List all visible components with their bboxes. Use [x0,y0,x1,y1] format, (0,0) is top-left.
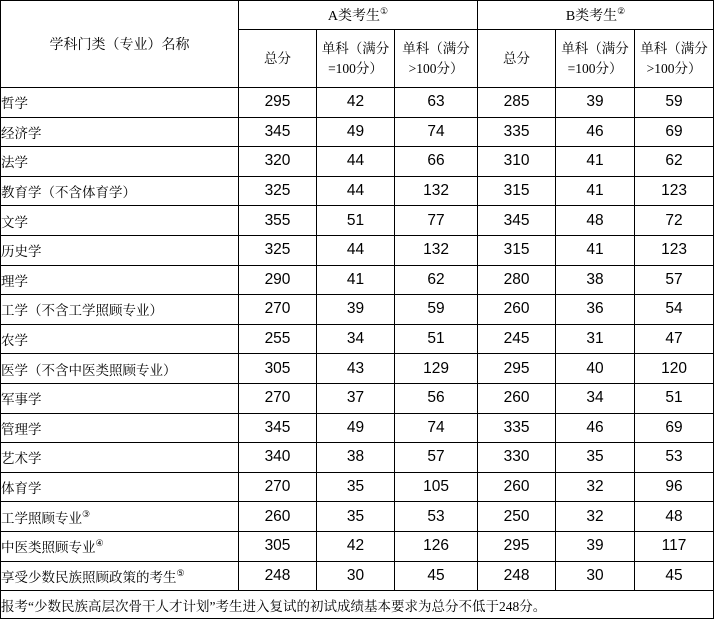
b-total-cell: 248 [478,561,556,591]
b-total-cell: 260 [478,383,556,413]
b-single-gt100-cell: 59 [635,88,714,118]
b-total-cell: 280 [478,265,556,295]
a-single-gt100-cell: 132 [395,176,478,206]
table-row [1,147,714,177]
a-single-gt100-cell: 126 [395,531,478,561]
subject-name-cell [1,295,239,325]
a-single-gt100-cell: 105 [395,472,478,502]
a-single-100-cell: 39 [317,295,395,325]
a-single-100-cell: 35 [317,502,395,532]
b-single-100-cell: 34 [556,383,635,413]
table-row [1,88,714,118]
b-single-100-cell: 35 [556,443,635,473]
a-single-gt100-cell: 66 [395,147,478,177]
footnote-mark: ③ [82,508,91,519]
b-single-100-cell: 41 [556,235,635,265]
header-group-a: A类考生① [239,1,478,30]
subject-name-cell [1,561,239,591]
a-single-100-cell: 37 [317,383,395,413]
a-single-gt100-cell: 45 [395,561,478,591]
table-row [1,354,714,384]
a-single-100-cell: 49 [317,117,395,147]
subject-name: 历史学 [1,244,42,260]
footnote-mark: ④ [95,538,104,549]
subject-name: 农学 [1,333,28,349]
table-row [1,324,714,354]
b-total-cell: 260 [478,472,556,502]
a-single-gt100-cell: 51 [395,324,478,354]
header-a-single-gt100: 单科（满分 >100分） [395,30,478,88]
b-single-100-cell: 46 [556,413,635,443]
b-single-100-cell: 31 [556,324,635,354]
subject-name: 享受少数民族照顾政策的考生 [1,569,177,585]
b-total-cell: 295 [478,531,556,561]
b-single-100-cell: 48 [556,206,635,236]
b-single-gt100-cell: 120 [635,354,714,384]
subject-name: 文学 [1,214,28,230]
table-row [1,472,714,502]
header-b-single-gt100: 单科（满分 >100分） [635,30,714,88]
b-total-cell: 285 [478,88,556,118]
a-single-gt100-cell: 56 [395,383,478,413]
a-single-100-cell: 42 [317,531,395,561]
a-total-cell: 295 [239,88,317,118]
b-single-100-cell: 39 [556,88,635,118]
subject-name: 体育学 [1,481,42,497]
b-single-gt100-cell: 51 [635,383,714,413]
a-total-cell: 340 [239,443,317,473]
b-single-100-cell: 38 [556,265,635,295]
table-row [1,502,714,532]
b-total-cell: 260 [478,295,556,325]
a-single-gt100-cell: 129 [395,354,478,384]
subject-name-cell [1,383,239,413]
a-single-gt100-cell: 77 [395,206,478,236]
subject-name-cell [1,117,239,147]
b-single-100-cell: 32 [556,502,635,532]
subject-name: 法学 [1,155,28,171]
a-total-cell: 355 [239,206,317,236]
b-single-100-cell: 32 [556,472,635,502]
subject-name-cell [1,324,239,354]
table-row [1,265,714,295]
b-single-gt100-cell: 72 [635,206,714,236]
b-total-cell: 335 [478,117,556,147]
b-single-100-cell: 40 [556,354,635,384]
table-row [1,383,714,413]
a-single-100-cell: 49 [317,413,395,443]
subject-name-cell [1,235,239,265]
b-single-gt100-cell: 62 [635,147,714,177]
a-total-cell: 255 [239,324,317,354]
a-single-gt100-cell: 62 [395,265,478,295]
table-row [1,413,714,443]
header-group-b: B类考生② [478,1,714,30]
b-single-gt100-cell: 54 [635,295,714,325]
b-single-gt100-cell: 69 [635,413,714,443]
b-single-gt100-cell: 123 [635,235,714,265]
subject-name: 工学（不含工学照顾专业） [1,303,163,319]
a-total-cell: 305 [239,531,317,561]
subject-name-cell [1,472,239,502]
a-single-gt100-cell: 59 [395,295,478,325]
a-total-cell: 320 [239,147,317,177]
subject-name: 中医类照顾专业 [1,540,96,556]
a-single-gt100-cell: 74 [395,117,478,147]
subject-name-cell [1,502,239,532]
a-total-cell: 345 [239,413,317,443]
header-b-single-100: 单科（满分 =100分） [556,30,635,88]
subject-name-cell [1,265,239,295]
subject-name: 军事学 [1,392,42,408]
a-single-100-cell: 34 [317,324,395,354]
b-single-gt100-cell: 123 [635,176,714,206]
a-single-gt100-cell: 74 [395,413,478,443]
subject-name: 理学 [1,273,28,289]
b-single-gt100-cell: 53 [635,443,714,473]
a-total-cell: 248 [239,561,317,591]
b-single-gt100-cell: 47 [635,324,714,354]
b-single-gt100-cell: 96 [635,472,714,502]
b-total-cell: 250 [478,502,556,532]
subject-name: 管理学 [1,421,42,437]
a-total-cell: 290 [239,265,317,295]
b-single-100-cell: 41 [556,176,635,206]
header-a-total: 总分 [239,30,317,88]
table-row [1,176,714,206]
a-total-cell: 305 [239,354,317,384]
table-row [1,117,714,147]
subject-name-cell [1,413,239,443]
footnote-mark-2: ② [617,6,626,16]
table-row [1,295,714,325]
b-single-gt100-cell: 57 [635,265,714,295]
subject-name-cell [1,88,239,118]
b-single-gt100-cell: 69 [635,117,714,147]
header-a-single-100: 单科（满分 =100分） [317,30,395,88]
subject-name: 经济学 [1,125,42,141]
b-single-100-cell: 30 [556,561,635,591]
a-total-cell: 260 [239,502,317,532]
subject-name-cell [1,147,239,177]
a-single-100-cell: 41 [317,265,395,295]
b-single-100-cell: 36 [556,295,635,325]
a-single-100-cell: 51 [317,206,395,236]
footnote-mark-1: ① [380,6,389,16]
a-single-100-cell: 38 [317,443,395,473]
b-total-cell: 245 [478,324,556,354]
b-total-cell: 310 [478,147,556,177]
b-single-100-cell: 41 [556,147,635,177]
a-total-cell: 325 [239,235,317,265]
a-total-cell: 270 [239,383,317,413]
b-single-100-cell: 46 [556,117,635,147]
a-single-100-cell: 44 [317,176,395,206]
subject-name: 教育学（不含体育学） [1,185,136,201]
a-single-100-cell: 44 [317,235,395,265]
b-total-cell: 335 [478,413,556,443]
table-row [1,235,714,265]
footnote-mark: ⑤ [176,567,185,578]
a-total-cell: 270 [239,472,317,502]
subject-name-cell [1,531,239,561]
a-single-gt100-cell: 132 [395,235,478,265]
a-single-100-cell: 43 [317,354,395,384]
subject-name-cell [1,354,239,384]
table-row [1,561,714,591]
a-total-cell: 345 [239,117,317,147]
b-total-cell: 295 [478,354,556,384]
table-row [1,443,714,473]
subject-name: 哲学 [1,96,28,112]
b-total-cell: 315 [478,176,556,206]
b-single-gt100-cell: 45 [635,561,714,591]
header-subject-name: 学科门类（专业）名称 [1,1,239,88]
a-total-cell: 270 [239,295,317,325]
subject-name-cell [1,443,239,473]
subject-name-cell [1,176,239,206]
a-single-100-cell: 42 [317,88,395,118]
a-single-gt100-cell: 53 [395,502,478,532]
subject-name: 工学照顾专业 [1,510,82,526]
footnote-text: 报考“少数民族高层次骨干人才计划”考生进入复试的初试成绩基本要求为总分不低于248分。 [1,591,714,619]
a-single-100-cell: 44 [317,147,395,177]
a-total-cell: 325 [239,176,317,206]
a-single-gt100-cell: 57 [395,443,478,473]
header-b-total: 总分 [478,30,556,88]
table-row [1,206,714,236]
table-body [1,88,714,591]
subject-name: 艺术学 [1,451,42,467]
subject-name: 医学（不含中医类照顾专业） [1,362,177,378]
a-single-100-cell: 35 [317,472,395,502]
a-single-100-cell: 30 [317,561,395,591]
b-total-cell: 330 [478,443,556,473]
b-single-gt100-cell: 117 [635,531,714,561]
b-single-gt100-cell: 48 [635,502,714,532]
subject-name-cell [1,206,239,236]
b-total-cell: 345 [478,206,556,236]
b-total-cell: 315 [478,235,556,265]
table-row [1,531,714,561]
a-single-gt100-cell: 63 [395,88,478,118]
b-single-100-cell: 39 [556,531,635,561]
